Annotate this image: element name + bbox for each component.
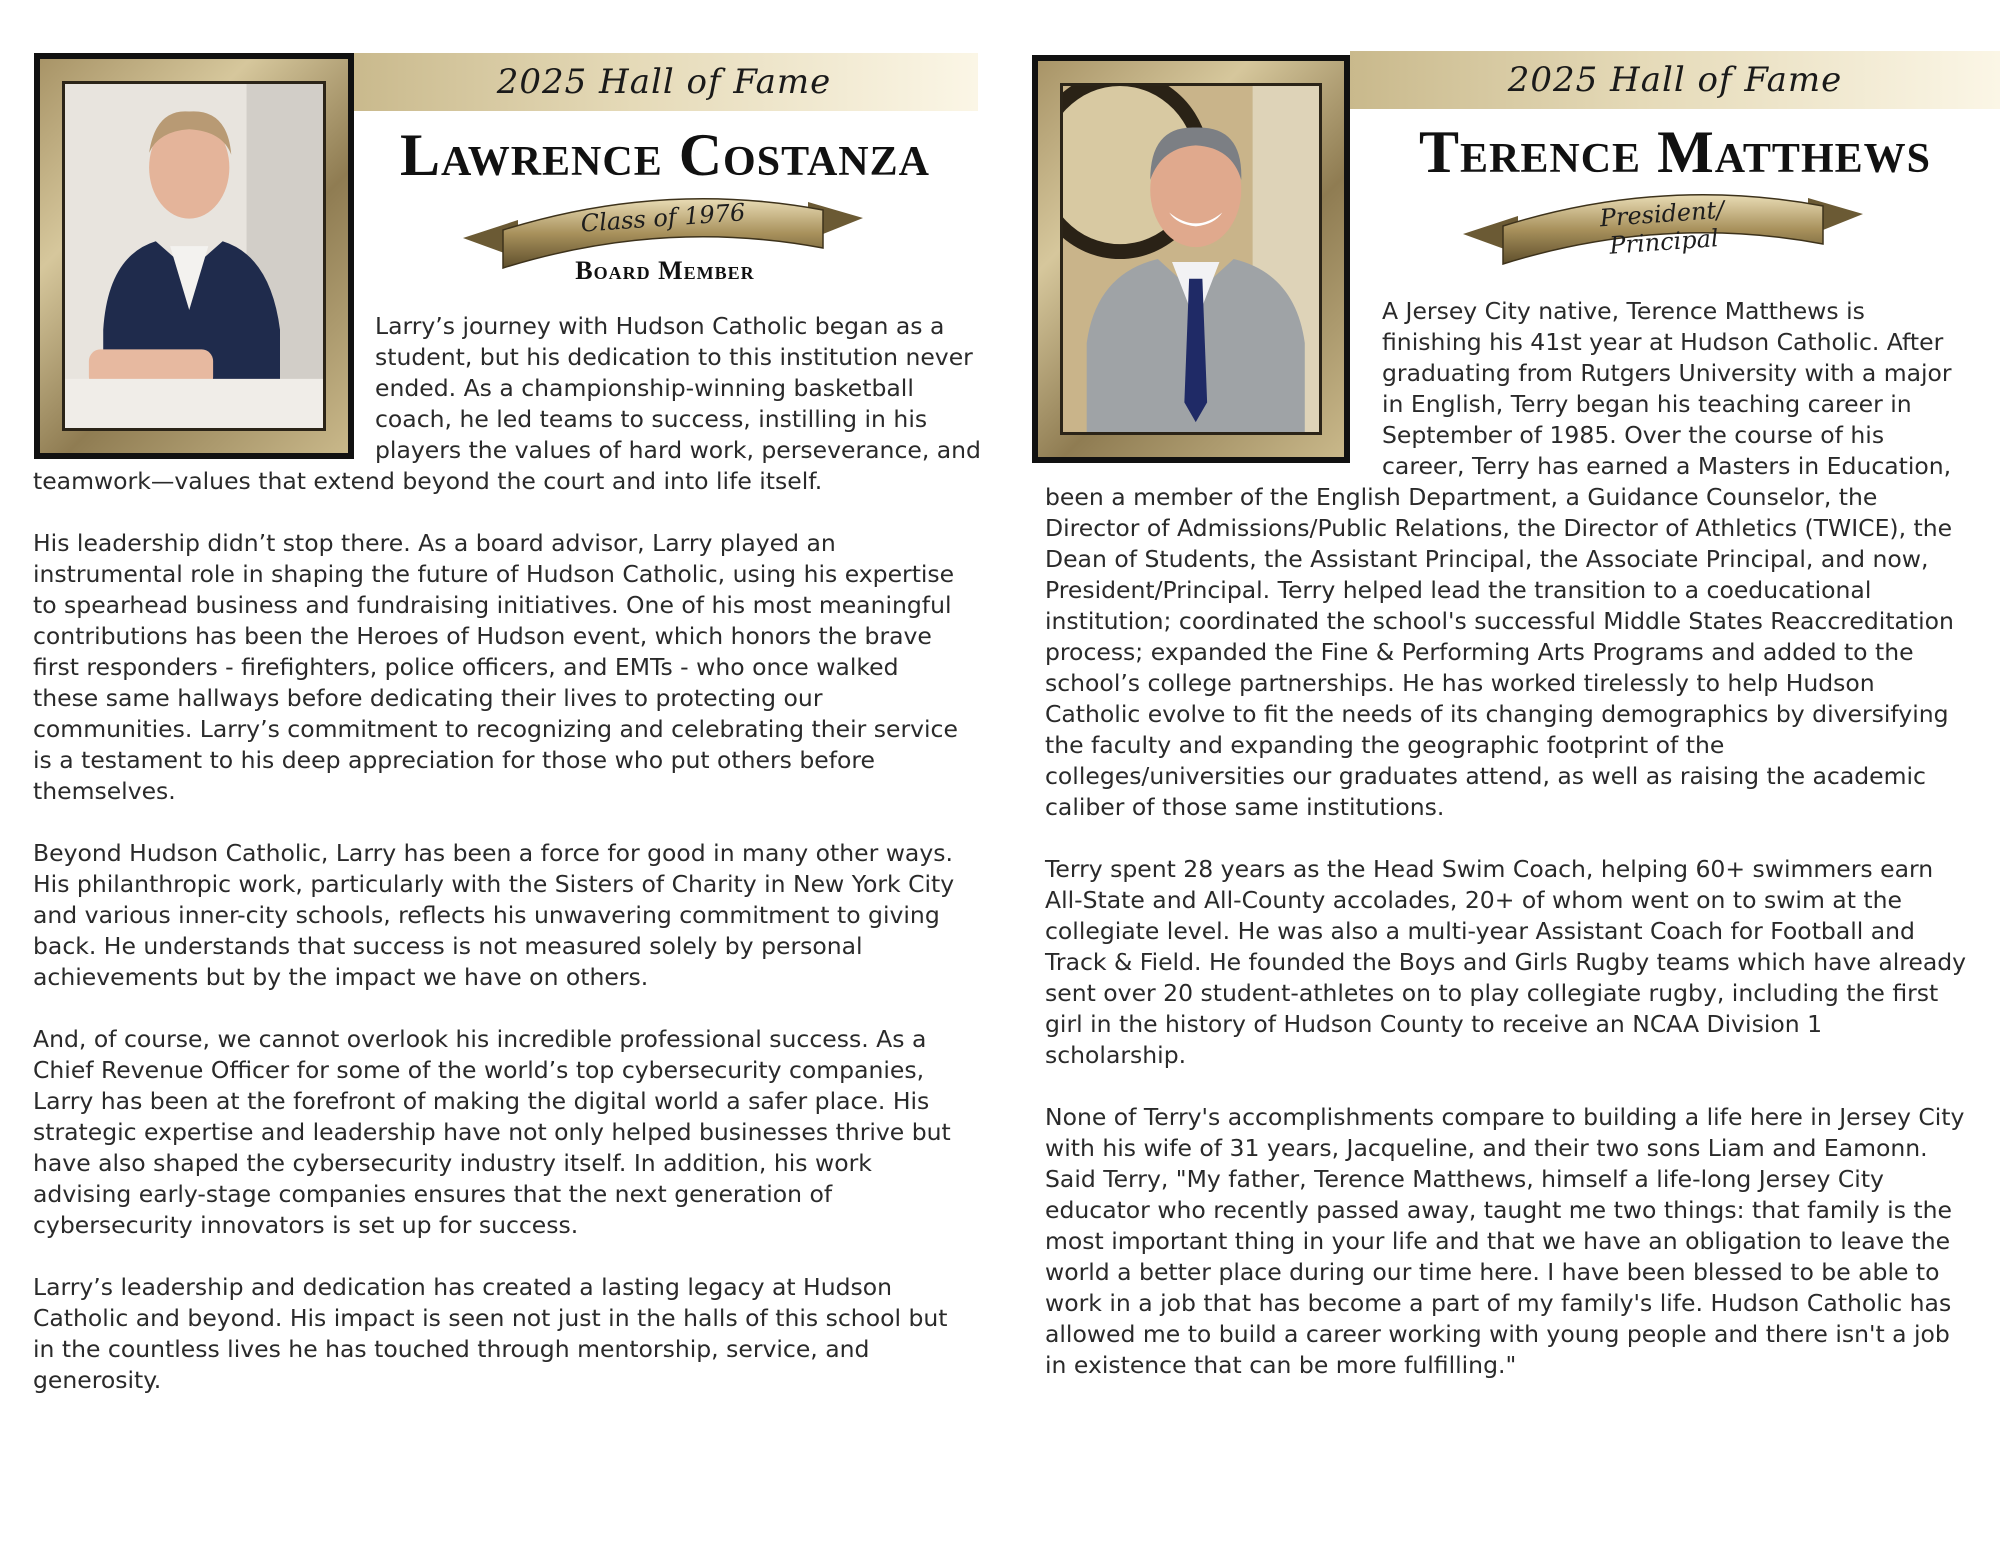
bio-paragraph: Larry’s leadership and dedication has created a lasting legacy at Hudson Catholic and beyond. His impact is seen not just in the halls of this school but in the countless lives he has touched through mentorship, service, and generosity.: [33, 1273, 948, 1394]
title-ribbon: [1458, 186, 1868, 266]
inductee-name: Lawrence Costanza: [400, 122, 930, 188]
biography: [33, 311, 981, 1427]
position-title: President/ Principal: [1598, 195, 1726, 260]
right-profile: [1000, 0, 2000, 1543]
bio-paragraph: Beyond Hudson Catholic, Larry has been a force for good in many other ways. His philanthropic work, particularly with the Sisters of Charity in New York City and various inner-city schools, reflects his unwavering commitment to giving back. He understands that success is not measured solely by personal achievements but by the impact we have on others.: [33, 839, 955, 991]
bio-paragraph: And, of course, we cannot overlook his incredible professional success. As a Chief Revenue Officer for some of the world’s top cybersecurity companies, Larry has been at the forefront of making the digital world a safer place. His strategic expertise and leadership have not only helped businesses thrive but have also shaped the cybersecurity industry itself. In addition, his work advising early-stage companies ensures that the next generation of cybersecurity innovators is set up for success.: [33, 1025, 951, 1239]
bio-paragraph: A Jersey City native, Terence Matthews is finishing his 41st year at Hudson Catholic. After graduating from Rutgers University with a major in English, Terry began his teaching career in September of 1985. Over the course of his career, Terry has earned a Masters in Education, been a member of the English Department, a Guidance Counselor, the Director of Admissions/Public Relations, the Director of Athletics (TWICE), the Dean of Students, the Assistant Principal, the Associate Principal, and now, President/Principal. Terry helped lead the transition to a coeducational institution; coordinated the school's successful Middle States Reaccreditation process; expanded the Fine & Performing Arts Programs and added to the school’s college partnerships. He has worked tirelessly to help Hudson Catholic evolve to fit the needs of its changing demographics by diversifying the faculty and expanding the geographic footprint of the colleges/universities our graduates attend, as well as raising the academic caliber of those same institutions.: [1045, 297, 1954, 821]
banner-title: 2025 Hall of Fame: [1507, 60, 1843, 100]
biography: [1045, 296, 1970, 1412]
bio-paragraph: Larry’s journey with Hudson Catholic began as a student, but his dedication to this institution never ended. As a championship-winning basketball coach, he led teams to success, instilling in his players the values of hard work, perseverance, and teamwork—values that extend beyond the court and into life itself.: [33, 312, 981, 495]
bio-paragraph: None of Terry's accomplishments compare to building a life here in Jersey City with his wife of 31 years, Jacqueline, and their two sons Liam and Eamonn. Said Terry, "My father, Terence Matthews, himself a life-long Jersey City educator who recently passed away, taught me two things: that family is the most important thing in your life and that we have an obligation to leave the world a better place during our time here. I have been blessed to be able to work in a job that has become a part of my family's life. Hudson Catholic has allowed me to build a career working with young people and there isn't a job in existence that can be more fulfilling.": [1045, 1103, 1965, 1379]
inductee-role: Board Member: [575, 256, 755, 285]
inductee-name: Terence Matthews: [1419, 119, 1931, 185]
bio-paragraph: Terry spent 28 years as the Head Swim Coach, helping 60+ swimmers earn All-State and All-County accolades, 20+ of whom went on to swim at the collegiate level. He was also a multi-year Assistant Coach for Football and Track & Field. He founded the Boys and Girls Rugby teams which have already sent over 20 student-athletes on to play collegiate rugby, including the first girl in the history of Hudson County to receive an NCAA Division 1 scholarship.: [1045, 855, 1967, 1069]
hall-of-fame-banner: [350, 53, 978, 111]
banner-title: 2025 Hall of Fame: [496, 62, 832, 102]
class-year: Class of 1976: [579, 198, 747, 238]
hall-of-fame-banner: [1350, 51, 2000, 109]
bio-paragraph: His leadership didn’t stop there. As a board advisor, Larry played an instrumental role in shaping the future of Hudson Catholic, using his expertise to spearhead business and fundraising initiatives. One of his most meaningful contributions has been the Heroes of Hudson event, which honors the brave first responders - firefighters, police officers, and EMTs - who once walked these same hallways before dedicating their lives to protecting our communities. Larry’s commitment to recognizing and celebrating their service is a testament to his deep appreciation for those who put others before themselves.: [33, 529, 958, 805]
